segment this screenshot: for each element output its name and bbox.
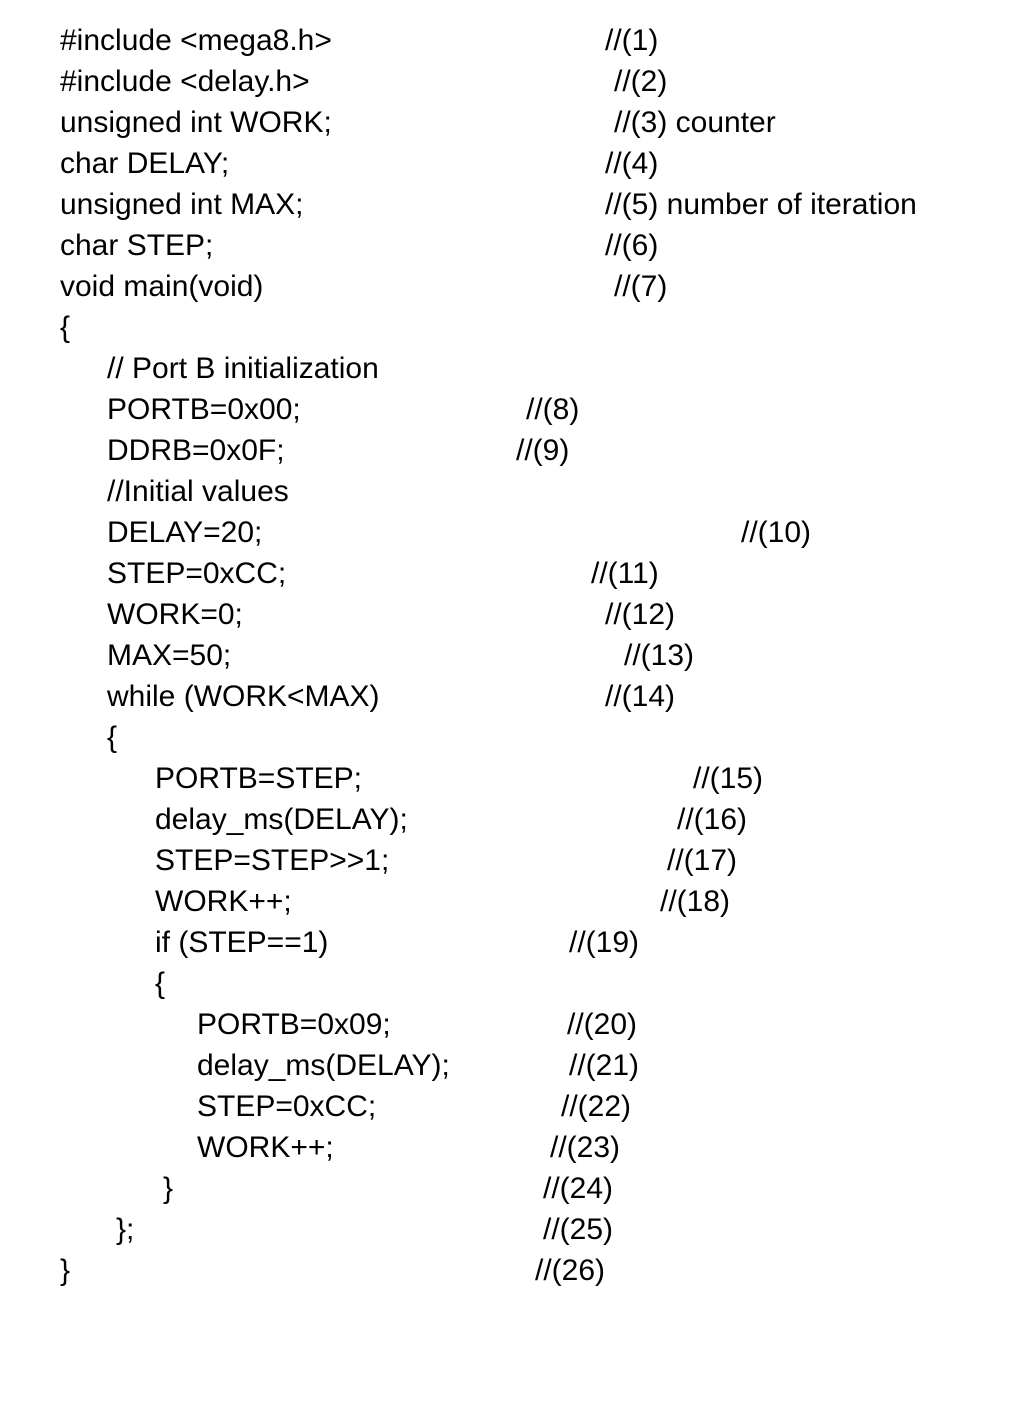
code-line — [0, 266, 1024, 307]
line-comment: //(1) — [605, 24, 659, 57]
code-text: PORTB=0x09; — [197, 1008, 391, 1041]
code-text: while (WORK<MAX) — [107, 680, 380, 713]
code-text: DELAY=20; — [107, 516, 263, 549]
code-line — [0, 348, 1024, 389]
code-line — [0, 799, 1024, 840]
code-text: char STEP; — [60, 229, 214, 262]
code-line — [0, 676, 1024, 717]
code-line — [0, 594, 1024, 635]
code-text: #include <mega8.h> — [60, 24, 332, 57]
code-line — [0, 61, 1024, 102]
code-line — [0, 512, 1024, 553]
code-line — [0, 389, 1024, 430]
code-text: STEP=0xCC; — [197, 1090, 377, 1123]
code-line — [0, 758, 1024, 799]
line-comment: //(17) — [667, 844, 738, 877]
code-text: #include <delay.h> — [60, 65, 310, 98]
line-comment: //(20) — [567, 1008, 638, 1041]
code-line — [0, 307, 1024, 348]
code-line — [0, 840, 1024, 881]
line-comment: //(13) — [624, 639, 695, 672]
code-text: DDRB=0x0F; — [107, 434, 285, 467]
code-line — [0, 717, 1024, 758]
line-comment: //(6) — [605, 229, 659, 262]
code-text: MAX=50; — [107, 639, 232, 672]
line-comment: //(9) — [516, 434, 570, 467]
code-text: } — [163, 1172, 174, 1205]
code-text: if (STEP==1) — [155, 926, 329, 959]
line-comment: //(7) — [614, 270, 668, 303]
line-comment: //(23) — [550, 1131, 621, 1164]
code-text: unsigned int MAX; — [60, 188, 304, 221]
line-comment: //(10) — [741, 516, 812, 549]
code-line — [0, 20, 1024, 61]
code-text: delay_ms(DELAY); — [197, 1049, 450, 1082]
code-text: char DELAY; — [60, 147, 230, 180]
line-comment: //(25) — [543, 1213, 614, 1246]
line-comment: //(18) — [660, 885, 731, 918]
code-line — [0, 225, 1024, 266]
code-text: { — [60, 311, 71, 344]
code-text: PORTB=0x00; — [107, 393, 301, 426]
line-comment: //(12) — [605, 598, 676, 631]
line-comment: //(8) — [526, 393, 580, 426]
code-text: STEP=0xCC; — [107, 557, 287, 590]
line-comment: //(16) — [677, 803, 748, 836]
code-line — [0, 143, 1024, 184]
code-line — [0, 102, 1024, 143]
code-text: } — [60, 1254, 71, 1287]
code-text: unsigned int WORK; — [60, 106, 332, 139]
code-text: //Initial values — [107, 475, 289, 508]
code-line — [0, 922, 1024, 963]
code-text: }; — [116, 1213, 135, 1246]
line-comment: //(2) — [614, 65, 668, 98]
code-text: WORK=0; — [107, 598, 243, 631]
line-comment: //(15) — [693, 762, 764, 795]
code-line — [0, 430, 1024, 471]
code-line — [0, 963, 1024, 1004]
code-text: { — [107, 721, 118, 754]
code-line — [0, 1127, 1024, 1168]
line-comment: //(14) — [605, 680, 676, 713]
line-comment: //(26) — [535, 1254, 606, 1287]
code-line — [0, 635, 1024, 676]
code-text: // Port B initialization — [107, 352, 379, 385]
line-comment: //(21) — [569, 1049, 640, 1082]
code-line — [0, 1086, 1024, 1127]
line-comment: //(5) number of iteration — [605, 188, 917, 221]
code-text: PORTB=STEP; — [155, 762, 363, 795]
line-comment: //(4) — [605, 147, 659, 180]
line-comment: //(22) — [561, 1090, 632, 1123]
code-line — [0, 1250, 1024, 1291]
line-comment: //(3) counter — [614, 106, 776, 139]
code-text: { — [155, 967, 166, 1000]
code-line — [0, 1168, 1024, 1209]
code-line — [0, 184, 1024, 225]
code-text: STEP=STEP>>1; — [155, 844, 390, 877]
code-line — [0, 1004, 1024, 1045]
code-line — [0, 1209, 1024, 1250]
code-line — [0, 1045, 1024, 1086]
code-line — [0, 553, 1024, 594]
code-text: delay_ms(DELAY); — [155, 803, 408, 836]
code-text: WORK++; — [197, 1131, 334, 1164]
code-text: void main(void) — [60, 270, 264, 303]
code-line — [0, 881, 1024, 922]
line-comment: //(11) — [591, 557, 659, 590]
code-text: WORK++; — [155, 885, 292, 918]
line-comment: //(24) — [543, 1172, 614, 1205]
code-line — [0, 471, 1024, 512]
line-comment: //(19) — [569, 926, 640, 959]
